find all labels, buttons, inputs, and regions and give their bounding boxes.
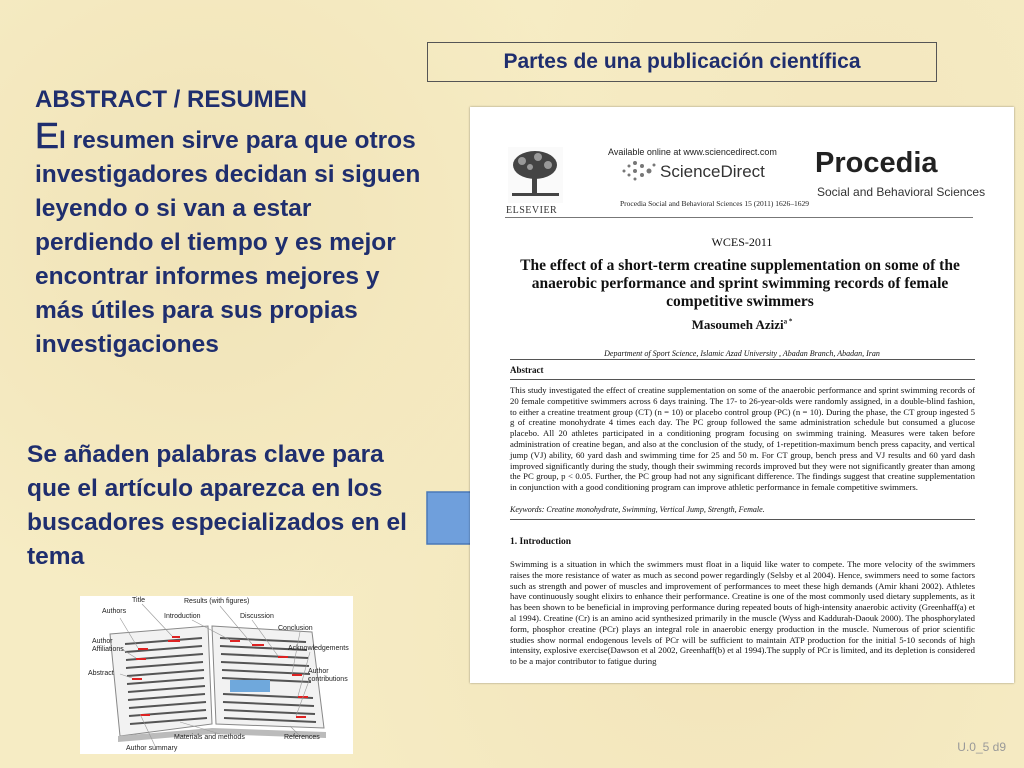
paper-author-marks: a * bbox=[783, 317, 793, 326]
label-results: Results (with figures) bbox=[184, 598, 250, 605]
label-abstract: Abstract bbox=[88, 670, 114, 677]
conference-label: WCES-2011 bbox=[711, 235, 773, 249]
paper-page-image bbox=[470, 107, 1014, 683]
procedia-wordmark: Procedia bbox=[815, 147, 938, 179]
sciencedirect-dots-icon bbox=[620, 159, 658, 183]
paper-author-name: Masoumeh Azizi bbox=[691, 317, 784, 332]
drop-cap: E bbox=[35, 115, 60, 156]
keywords-explanation: Se añaden palabras clave para que el artículo aparezca en los buscadores especializados en el tema bbox=[27, 441, 407, 570]
introduction-heading: 1. Introduction bbox=[510, 537, 572, 547]
abstract-text: This study investigated the effect of creatine supplementation on some of the anaerobic performance and sprint swimming records of 20 female competitive swimmers across 6 days training. The 17- to 26-year-olds were randomly assigned, in a double-blind fashion, to either a creatine treatment group (CT) (n = 10) or placebo control group (PC) (n = 10). During the phase, the CT group ingested 5 g of creatine monohydrate 4 times each day. The PC group followed the same administration schedule but consumed a glucose placebo. All 20 athletes participated in a conditioning program focusing on swimming training. Measures were taken before administration of creatine began, and also at the conclusion of the study, of 1-repetition-maximum bench press capacity, and vertical jump (VJ) ability, 60 yard dash and swimming time for 25 and 50 m. For CT group, bench press and VJ results and 60 yard dash improved significantly during the study, though their swimming records improved but they were not significantly greater than among the PC group, p < 0.05. Further, the PC group had not any significant difference. The findings suggest that creatine supplementation in conjunction with a good conditioning program can improve athletic performance in female competitive swimmers. bbox=[510, 385, 975, 493]
label-references: References bbox=[284, 734, 320, 741]
label-conclusion: Conclusion bbox=[278, 625, 313, 632]
available-online: Available online at www.sciencedirect.com bbox=[608, 147, 777, 157]
keywords-line: Keywords: Creatine monohydrate, Swimming, Vertical Jump, Strength, Female. bbox=[510, 505, 765, 514]
paper-title: The effect of a short-term creatine supplementation on some of the anaerobic performance and sprint swimming records of female competitive swimmers bbox=[520, 257, 960, 310]
label-authors: Authors bbox=[102, 608, 127, 615]
label-author-affiliations: Author Affiliations bbox=[92, 638, 124, 653]
section-heading: ABSTRACT / RESUMEN bbox=[35, 86, 308, 113]
paper-author bbox=[470, 317, 1014, 333]
elsevier-tree-logo bbox=[508, 147, 563, 203]
abstract-explanation bbox=[35, 115, 435, 362]
label-acknowledgements: Acknowledgements bbox=[288, 645, 349, 652]
abstract-heading: Abstract bbox=[510, 365, 544, 375]
procedia-subtitle: Social and Behavioral Sciences bbox=[817, 185, 986, 199]
publisher-name: ELSEVIER bbox=[506, 205, 558, 216]
slide-footer: U.0_5 d9 bbox=[957, 740, 1006, 754]
slide-title: Partes de una publicación científica bbox=[427, 42, 937, 82]
label-author-contributions: Author contributions bbox=[308, 668, 348, 683]
introduction-text: Swimming is a situation in which the swimmers must float in a liquid like water to compete. The more velocity of the swimmers raises the more resistance of water as much as second power regardingly (Selsby et al 2004). Hence, swimmers need to some factors such as strength and power of muscles and improvement of performances to meet these high demands (Amir khani 2002). Athletes have continuously sought elixirs to enhance their performance. Creatine is one of the most commonly used dietary supplements, as it has been shown to be beneficial in improving performance during repeated bouts of high-intensity anaerobic activity (Greenhaff(a) et al 1994). Creatine (Cr) is an amino acid synthesized primarily in the muscle (Wyss and Kaddurah-Daouk 2000). The phosphorylated form, phosphor creatine (PCr) plays an integral role in anaerobic energy production in the muscle. Numerous of prior scientific studies show normal endogenous levels of PCr will be sufficient to maintain ATP production for the initial 5-10 seconds of high intensity, explosive exercise(Dawson et al 2002, Greenhaff(b) et al 1994).The supply of PCr is limited, and its depletion is considered to be a major contributor to fatigue during bbox=[510, 559, 975, 667]
abstract-explanation-text: l resumen sirve para que otros investigadores decidan si siguen leyendo o si van a estar perdiendo el tiempo y es mejor encontrar informes mejores y más útiles para sus propias investigaciones bbox=[35, 127, 421, 358]
journal-line: Procedia Social and Behavioral Sciences 15 (2011) 1626–1629 bbox=[620, 199, 810, 208]
sciencedirect-wordmark: ScienceDirect bbox=[660, 162, 765, 181]
label-title: Title bbox=[132, 597, 145, 604]
label-discussion: Discussion bbox=[240, 613, 274, 620]
paper-parts-figure bbox=[80, 596, 353, 754]
label-introduction: Introduction bbox=[164, 613, 201, 620]
label-materials-methods: Materials and methods bbox=[174, 734, 245, 741]
label-author-summary: Author summary bbox=[126, 745, 178, 752]
paper-affiliation: Department of Sport Science, Islamic Azad University , Abadan Branch, Abadan, Iran bbox=[604, 349, 880, 358]
